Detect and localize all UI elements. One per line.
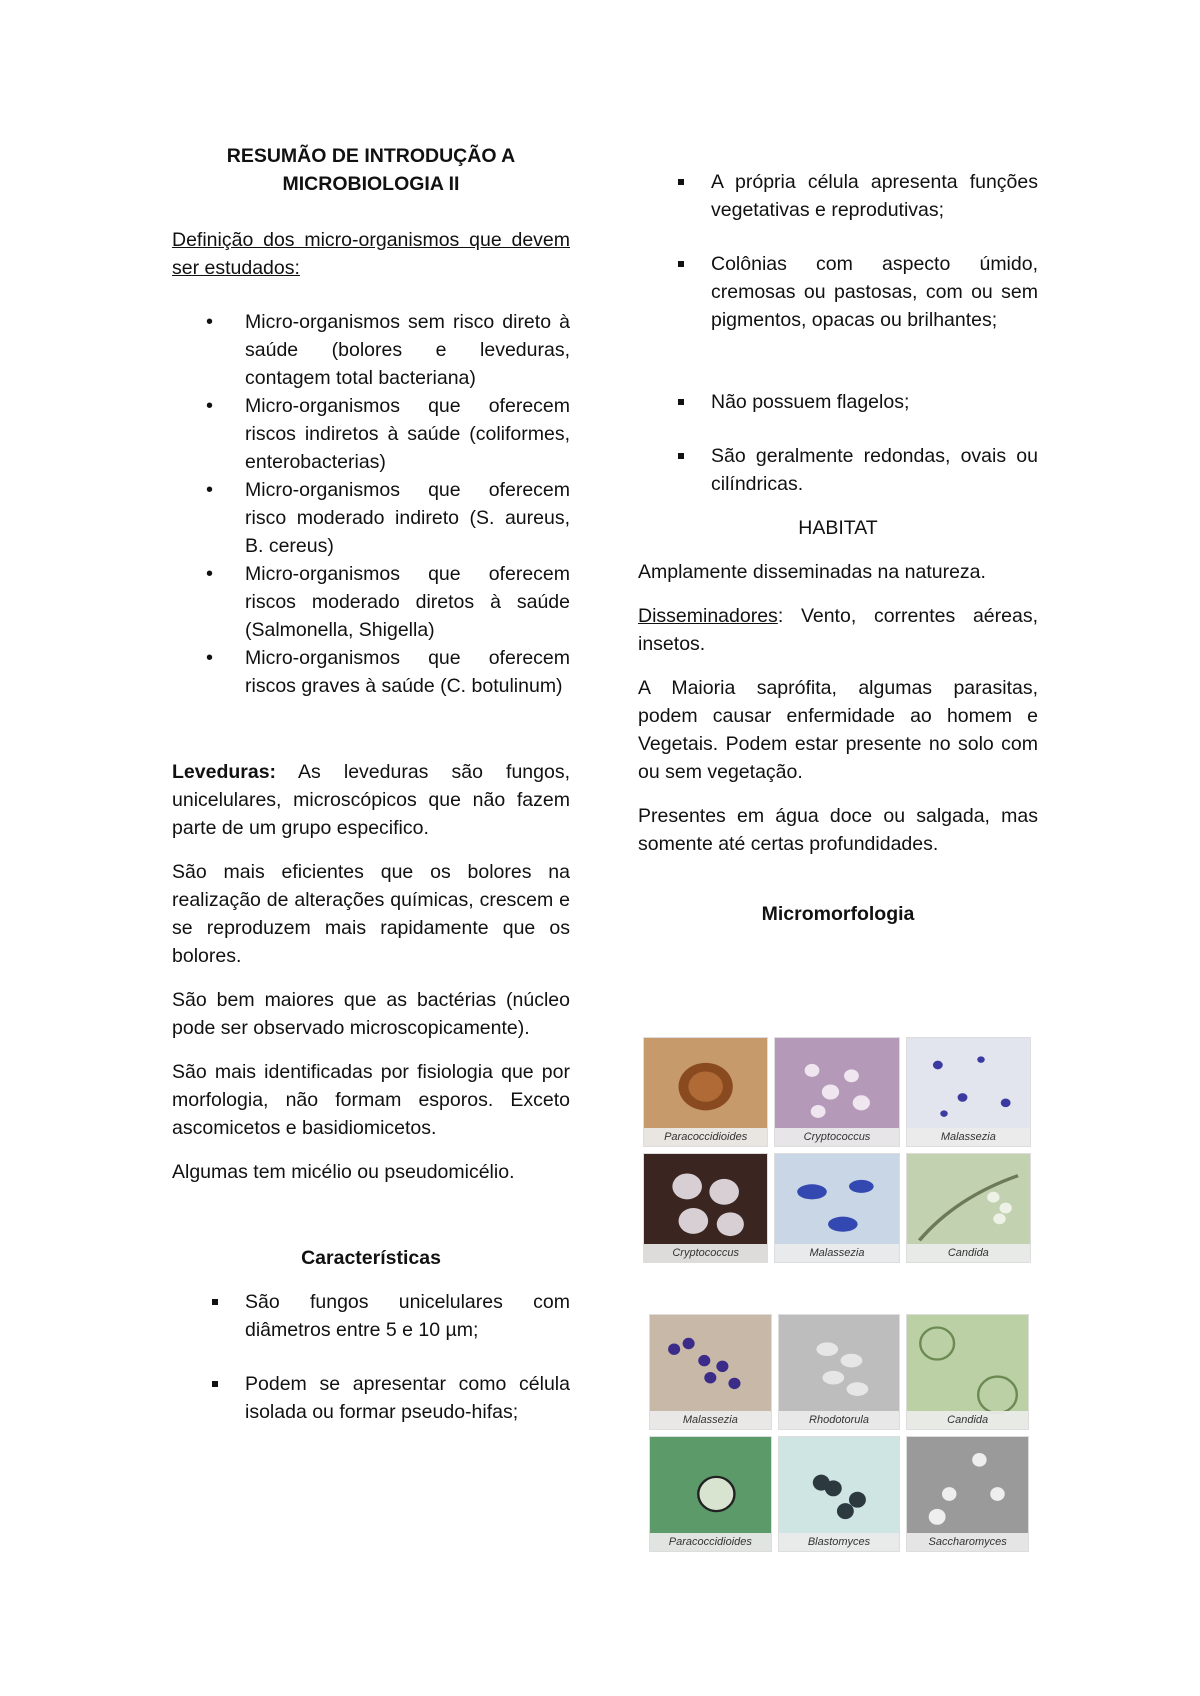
- micrograph-grid-2: [649, 1314, 1029, 1552]
- paragraph: Amplamente disseminadas na natureza.: [638, 561, 986, 583]
- list-item: Colônias com aspecto úmido, cremosas ou pastosas, com ou sem pigmentos, opacas ou brilhantes;: [638, 250, 1038, 334]
- image-caption: Paracoccidioides: [650, 1533, 771, 1551]
- paragraph: Algumas tem micélio ou pseudomicélio.: [172, 1161, 515, 1183]
- micrograph-image: [906, 1436, 1029, 1552]
- micrograph-grid-1: [643, 1037, 1031, 1263]
- micrograph-image: [774, 1153, 899, 1263]
- image-caption: Cryptococcus: [775, 1128, 898, 1146]
- micrograph-image: [778, 1314, 901, 1430]
- right-column: [638, 168, 1038, 928]
- disseminadores-paragraph: [638, 602, 1038, 658]
- micrograph-image: [649, 1436, 772, 1552]
- micrograph-image: [643, 1153, 768, 1263]
- list-item: • Micro-organismos que oferecem riscos moderado diretos à saúde (Salmonella, Shigella): [172, 560, 570, 644]
- paragraph: São bem maiores que as bactérias (núcleo pode ser observado microscopicamente).: [172, 989, 570, 1039]
- image-caption: Blastomyces: [779, 1533, 900, 1551]
- micrograph-image: [643, 1037, 768, 1147]
- page-title: RESUMÃO DE INTRODUÇÃO A MICROBIOLOGIA II: [226, 145, 516, 195]
- paragraph: São mais identificadas por fisiologia que por morfologia, não formam esporos. Exceto ascomicetos e basidiomicetos.: [172, 1061, 570, 1139]
- disseminadores-label: Disseminadores: [638, 605, 778, 627]
- leveduras-text: As leveduras são fungos, unicelulares, microscópicos que não fazem parte de um grupo especifico.: [172, 761, 570, 839]
- micrograph-image: [906, 1314, 1029, 1430]
- paragraph: Presentes em água doce ou salgada, mas somente até certas profundidades.: [638, 805, 1038, 855]
- list-item: São geralmente redondas, ovais ou cilíndricas.: [638, 442, 1038, 498]
- caracteristicas-list-cont: [638, 168, 1038, 498]
- definition-heading: Definição dos micro-organismos que devem ser estudados:: [172, 229, 570, 279]
- list-item: A própria célula apresenta funções vegetativas e reprodutivas;: [638, 168, 1038, 224]
- disseminadores-text: : Vento, correntes aéreas, insetos.: [638, 605, 1038, 655]
- image-caption: Saccharomyces: [907, 1533, 1028, 1551]
- habitat-heading: HABITAT: [798, 517, 878, 539]
- leveduras-paragraph: [172, 758, 570, 842]
- risk-list: [172, 308, 570, 700]
- paragraph: A Maioria saprófita, algumas parasitas, podem causar enfermidade ao homem e Vegetais. Podem estar presente no solo com ou sem vegetação.: [638, 677, 1038, 783]
- list-item: • Micro-organismos que oferecem riscos indiretos à saúde (coliformes, enterobacterias): [172, 392, 570, 476]
- image-caption: Candida: [907, 1244, 1030, 1262]
- list-item: São fungos unicelulares com diâmetros entre 5 e 10 µm;: [172, 1288, 570, 1344]
- paragraph: São mais eficientes que os bolores na realização de alterações químicas, crescem e se reproduzem mais rapidamente que os bolores.: [172, 861, 570, 967]
- caracteristicas-heading: Características: [301, 1247, 441, 1269]
- leveduras-label: Leveduras:: [172, 761, 277, 783]
- micrograph-image: [906, 1037, 1031, 1147]
- micrograph-image: [774, 1037, 899, 1147]
- list-item: Não possuem flagelos;: [638, 388, 1038, 416]
- image-caption: Paracoccidioides: [644, 1128, 767, 1146]
- image-caption: Candida: [907, 1411, 1028, 1429]
- image-caption: Cryptococcus: [644, 1244, 767, 1262]
- list-item: • Micro-organismos que oferecem risco moderado indireto (S. aureus, B. cereus): [172, 476, 570, 560]
- caracteristicas-list: [172, 1288, 570, 1426]
- micrograph-image: [906, 1153, 1031, 1263]
- image-caption: Malassezia: [650, 1411, 771, 1429]
- list-item: Podem se apresentar como célula isolada ou formar pseudo-hifas;: [172, 1370, 570, 1426]
- left-column: [172, 142, 570, 1426]
- image-caption: Malassezia: [775, 1244, 898, 1262]
- micrograph-image: [649, 1314, 772, 1430]
- micrograph-image: [778, 1436, 901, 1552]
- list-item: • Micro-organismos sem risco direto à saúde (bolores e leveduras, contagem total bacteriana): [172, 308, 570, 392]
- image-caption: Rhodotorula: [779, 1411, 900, 1429]
- list-item: • Micro-organismos que oferecem riscos graves à saúde (C. botulinum): [172, 644, 570, 700]
- micromorfologia-heading: Micromorfologia: [761, 903, 915, 925]
- image-caption: Malassezia: [907, 1128, 1030, 1146]
